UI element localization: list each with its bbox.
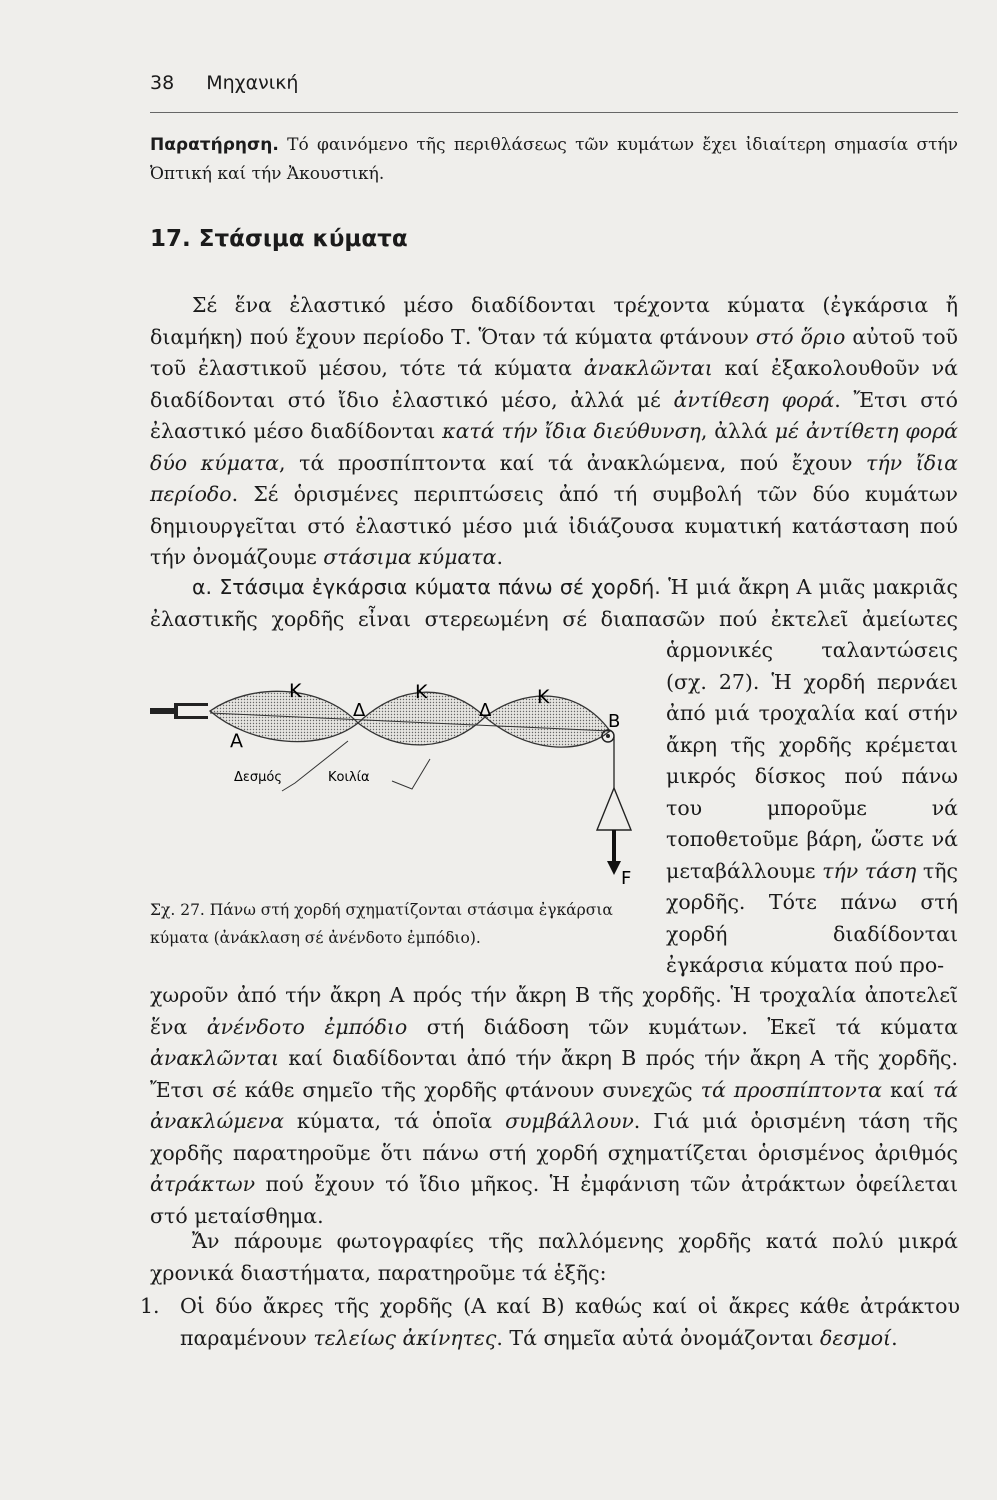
label-d2: Δ xyxy=(479,700,492,721)
continuation-paragraph: χωροῦν ἀπό τήν ἄκρη Α πρός τήν ἄκρη Β τῆς χορδῆς. Ἡ τροχαλία ἀποτελεῖ ἕνα ἀνένδοτο ἐμπόδιο στή διάδοση τῶν κυμάτων. Ἐκεῖ τά κύματα ἀνακλῶνται καί διαδίδονται ἀπό τήν ἄκρη Β πρός τήν ἄκρη Α τῆς χορδῆς. Ἔτσι σέ κάθε σημεῖο τῆς χορδῆς φτάνουν συνεχῶς τά προσπίπτοντα καί τά ἀνακλώμενα κύματα, τά ὁποῖα συμβάλλουν. Γιά μιά ὁρισμένη τάση τῆς χορδῆς παρατηροῦμε ὅτι πάνω στή χορδή σχηματίζεται ὁρισμένος ἀριθμός ἀτράκτων πού ἔχουν τό ἴδιο μῆκος. Ἡ ἐμφάνιση τῶν ἀτράκτων ὀφείλεται στό μεταίσθημα. xyxy=(150,983,959,1228)
note-label: Παρατήρηση. xyxy=(150,135,279,155)
tuning-fork-icon xyxy=(150,703,208,719)
label-f: F xyxy=(621,868,632,885)
observation-list xyxy=(140,1290,960,1354)
note-text: Τό φαινόμενο τῆς περιθλάσεως τῶν κυμάτων ἔχει ἰδιαίτερη σημασία στήν Ὀπτική καί τήν Ἀκουστική. xyxy=(150,135,958,184)
subsection-text: Ἡ μιά ἄκρη Α μιᾶς μακριᾶς ἐλαστικῆς χορδῆς εἶναι στερεωμένη σέ διαπασῶν πού ἐκτελεῖ ἀμείωτες ἁρμονικές ταλαντώσεις (σχ. 27). Ἡ χορδή περνάει ἀπό μιά τροχαλία καί στήν ἄκρη τῆς χορδῆς κρέμεται μικρός δίσκος πού πάνω του μποροῦμε νά τοποθετοῦμε βάρη, ὥστε νά μεταβάλλουμε xyxy=(150,575,958,883)
label-b: Β xyxy=(608,711,621,732)
header-rule xyxy=(150,112,958,113)
subsection-label: α. Στάσιμα ἐγκάρσια κύματα πάνω σέ χορδή. xyxy=(192,575,661,599)
label-antinode: Κοιλία xyxy=(328,770,370,785)
page-number: 38 xyxy=(150,72,175,94)
figure-caption: Σχ. 27. Πάνω στή χορδή σχηματίζονται στάσιμα ἐγκάρσια κύματα (ἀνάκλαση σέ ἀνένδοτο ἐμπόδιο). xyxy=(150,901,613,947)
intro-paragraph: Σέ ἕνα ἐλαστικό μέσο διαδίδονται τρέχοντα κύματα (ἐγκάρσια ἤ διαμήκη) πού ἔχουν περίοδο Τ. Ὅταν τά κύματα φτάνουν στό ὅριο αὐτοῦ τοῦ τοῦ ἐλαστικοῦ μέσου, τότε τά κύματα ἀνακλῶνται καί ἐξακολουθοῦν νά διαδίδονται στό ἴδιο ἐλαστικό μέσο, ἀλλά μέ ἀντίθεση φορά. Ἔτσι στό ἐλαστικό μέσο διαδίδονται κατά τήν ἴδια διεύθυνση, ἀλλά μέ ἀντίθετη φορά δύο κύματα, τά προσπίπτοντα καί τά ἀνακλώμενα, πού ἔχουν τήν ἴδια περίοδο. Σέ ὁρισμένες περιπτώσεις ἀπό τή συμβολή τῶν δύο κυμάτων δημιουργεῖται στό ἐλαστικό μέσο μιά ἰδιάζουσα κυματική κατάσταση πού τήν ὀνομάζουμε στάσιμα κύματα. xyxy=(150,293,958,569)
weight-pan-icon xyxy=(597,788,631,830)
section-title: 17. Στάσιμα κύματα xyxy=(150,226,408,252)
label-k3: Κ xyxy=(537,686,550,708)
label-k1: Κ xyxy=(289,680,302,702)
subsection-paragraph: α. Στάσιμα ἐγκάρσια κύματα πάνω σέ χορδή. Ἡ μιά ἄκρη Α μιᾶς μακριᾶς ἐλαστικῆς χορδῆς εἶναι στερεωμένη σέ διαπασῶν πού ἐκτελεῖ ἀμείωτες ἁρμονικές ταλαντώσεις (σχ. 27). Ἡ χορδή περνάει ἀπό μιά τροχαλία καί στήν ἄκρη τῆς χορδῆς κρέμεται μικρός δίσκος πού πάνω του μποροῦμε νά τοποθετοῦμε βάρη, ὥστε νά μεταβάλλουμε τήν τάση τῆς χορδῆς. Τότε πάνω στή χορδή διαδίδονται ἐγκάρσια κύματα πού προ- xyxy=(150,575,958,977)
list-item: 1. Οἱ δύο ἄκρες τῆς χορδῆς (Α καί Β) καθώς καί οἱ ἄκρες κάθε ἀτράκτου παραμένουν τελείως ἀκίνητες. Τά σημεῖα αὐτά ὀνομάζονται δεσμοί. xyxy=(140,1294,960,1350)
note-paragraph xyxy=(150,131,958,189)
label-d1: Δ xyxy=(353,700,366,721)
label-k2: Κ xyxy=(415,681,428,703)
label-node: Δεσμός xyxy=(234,770,283,785)
standing-wave-figure xyxy=(150,665,650,885)
photo-paragraph: Ἄν πάρουμε φωτογραφίες τῆς παλλόμενης χορδῆς κατά πολύ μικρά χρονικά διαστήματα, παρατηροῦμε τά ἑξῆς: xyxy=(150,1229,958,1285)
page-header xyxy=(150,72,298,94)
running-title: Μηχανική xyxy=(206,72,299,94)
label-a: Α xyxy=(230,730,243,752)
antinode-pointer xyxy=(392,759,430,789)
